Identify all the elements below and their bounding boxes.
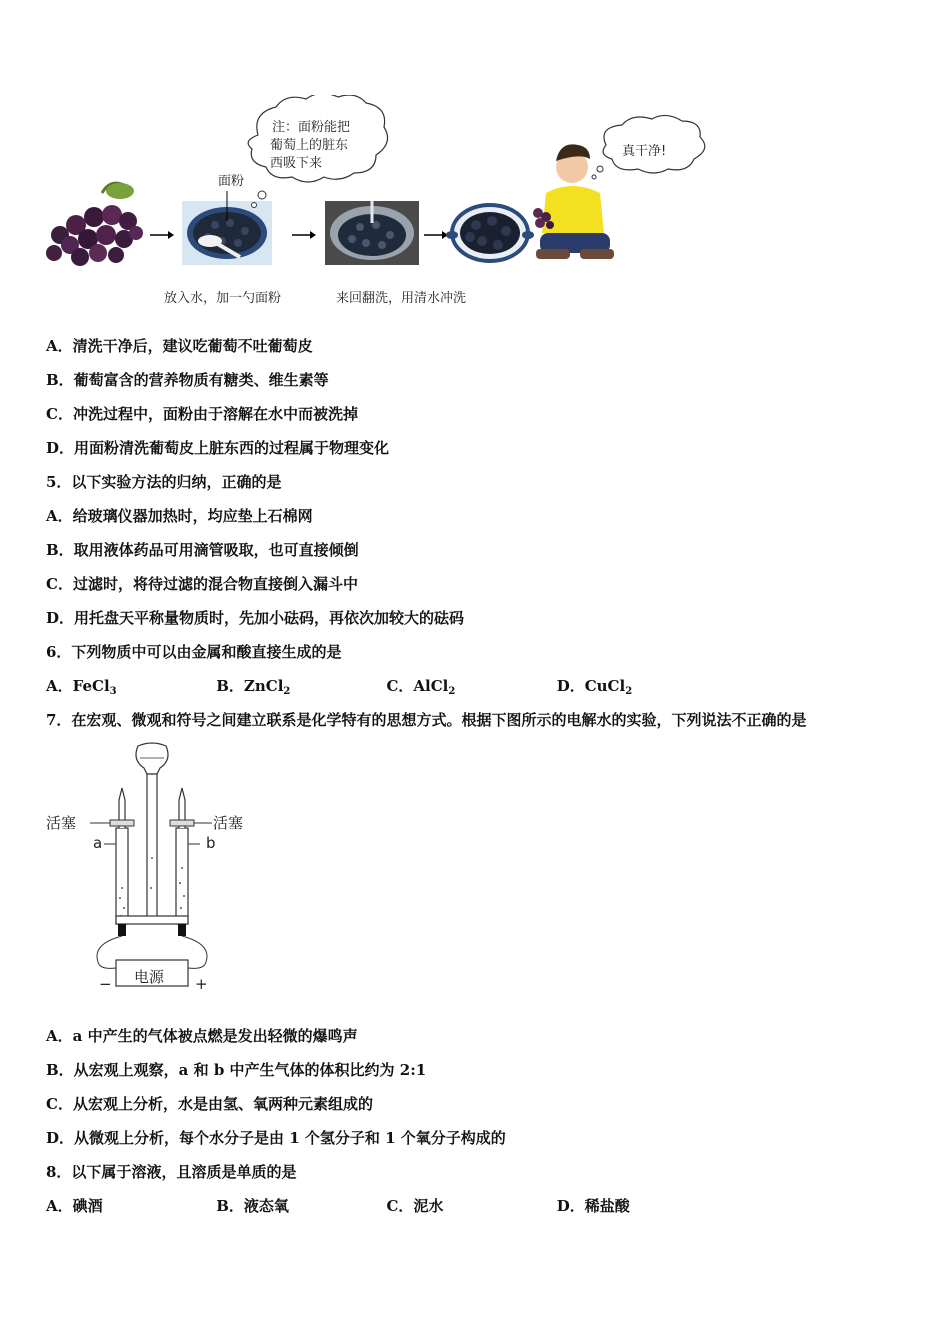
q6-option-a: A．FeCl$_3$ [46,677,117,697]
q6-option-b: B．ZnCl$_2$ [216,677,291,697]
note-line-3: 西吸下来 [270,156,323,171]
q4-option-c: C．冲洗过程中，面粉由于溶解在水中而被洗掉 [46,405,358,423]
note-line-2: 葡萄上的脏东 [270,138,349,153]
electrolysis-diagram [40,738,260,998]
q6-stem: 6．下列物质中可以由金属和酸直接生成的是 [46,643,342,661]
note-line-1: 注：面粉能把 [272,120,351,135]
q5-option-a: A．给玻璃仪器加热时，均应垫上石棉网 [46,507,313,525]
q8-stem: 8．以下属于溶液，且溶质是单质的是 [46,1163,297,1181]
arrow-icon [150,231,174,239]
q8-option-d: D．稀盐酸 [556,1197,630,1215]
q5-stem: 5．以下实验方法的归纳，正确的是 [46,473,282,491]
grape-washing-figure [40,95,720,275]
q4-option-b: B．葡萄富含的营养物质有糖类、维生素等 [46,371,329,389]
caption-step-1: 放入水，加一勺面粉 [164,291,282,306]
tube-b-label: b [206,834,216,852]
q7-option-c: C．从宏观上分析，水是由氢、氧两种元素组成的 [46,1095,373,1113]
tube-a-label: a [93,834,103,852]
q7-option-b: B．从宏观上观察，a 和 b 中产生气体的体积比约为 2:1 [46,1061,427,1079]
q6-option-d: D．CuCl$_2$ [556,677,633,697]
negative-terminal-label: − [99,975,112,993]
q7-option-d: D．从微观上分析，每个水分子是由 1 个氢分子和 1 个氧分子构成的 [46,1129,506,1147]
q8-option-c: C．泥水 [386,1197,444,1215]
q5-option-c: C．过滤时，将待过滤的混合物直接倒入漏斗中 [46,575,358,593]
colander-rinse-image [325,201,419,265]
q4-option-d: D．用面粉清洗葡萄皮上脏东西的过程属于物理变化 [46,439,390,457]
q7-option-a: A．a 中产生的气体被点燃是发出轻微的爆鸣声 [46,1027,358,1045]
child-speech-text: 真干净! [622,144,667,159]
positive-terminal-label: + [195,975,208,993]
arrow-icon [424,231,448,239]
q8-options [46,1196,722,1216]
flour-label: 面粉 [218,174,245,189]
child-image [533,144,614,259]
q4-option-a: A．清洗干净后，建议吃葡萄不吐葡萄皮 [46,337,313,355]
stopcock-left-label: 活塞 [46,814,77,832]
note-thought-bubble [248,95,387,208]
clean-grapes-pot-image [446,205,534,261]
stopcock-right-label: 活塞 [213,814,244,832]
child-speech-bubble [592,115,705,179]
q8-option-a: A．碘酒 [46,1197,103,1215]
q7-stem: 7．在宏观、微观和符号之间建立联系是化学特有的思想方式。根据下图所示的电解水的实验，下列说法不正确的是 [46,711,807,729]
pot-with-flour-image [182,191,272,265]
q8-option-b: B．液态氧 [216,1197,289,1215]
power-supply-label: 电源 [134,968,165,986]
grapes-image [46,183,143,266]
q6-options [46,676,722,702]
q5-option-d: D．用托盘天平称量物质时，先加小砝码，再依次加较大的砝码 [46,609,465,627]
q6-option-c: C．AlCl$_2$ [386,677,456,697]
arrow-icon [292,231,316,239]
caption-step-2: 来回翻洗，用清水冲洗 [336,291,467,306]
q5-option-b: B．取用液体药品可用滴管吸取，也可直接倾倒 [46,541,359,559]
